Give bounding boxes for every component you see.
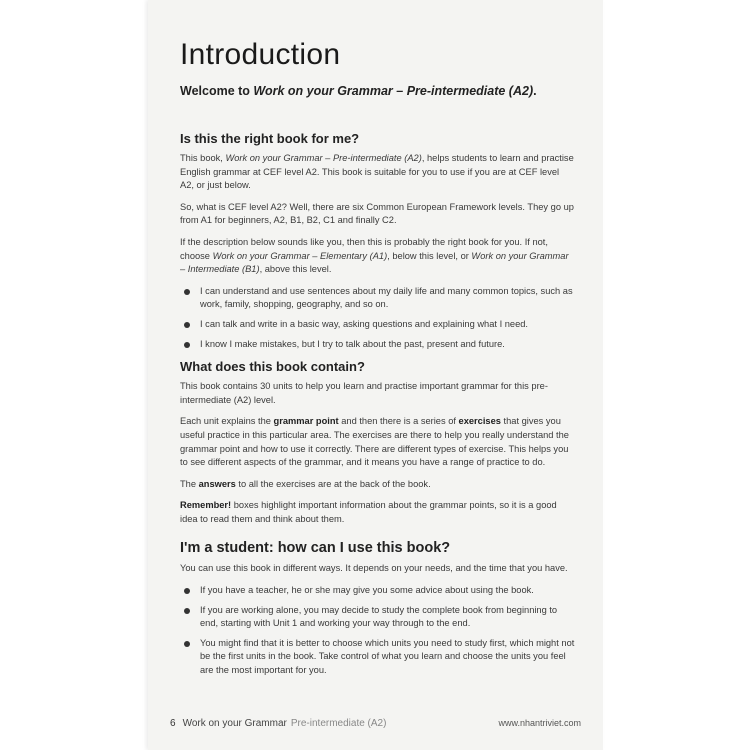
bullet-icon: [184, 588, 190, 594]
bullet-icon: [184, 322, 190, 328]
list-item: I can talk and write in a basic way, asking questions and explaining what I need.: [180, 318, 575, 332]
section1-paragraph-3: If the description below sounds like you, then this is probably the right book for you. If not, choose Work on your Grammar – Elementary (A1), below this level, or Work on your Grammar – Intermediate (B1), above this level.: [180, 236, 569, 275]
page-content: [180, 38, 575, 686]
section2-heading: What does this book contain?: [180, 359, 365, 375]
bullet-icon: [184, 289, 190, 295]
bullet-icon: [184, 342, 190, 348]
welcome-book-title: Work on your Grammar – Pre-intermediate (A2): [253, 84, 534, 98]
section1-paragraph-2: So, what is CEF level A2? Well, there are six Common European Framework levels. They go up from A1 for beginners, A2, B1, B2, C1 and finally C2.: [180, 201, 574, 226]
section1-bullet-list: [180, 285, 575, 351]
welcome-line: [180, 84, 575, 98]
section2-paragraph-1: This book contains 30 units to help you learn and practise important grammar for this pre-intermediate (A2) level.: [180, 381, 548, 405]
welcome-prefix: Welcome to: [180, 84, 254, 98]
section2-paragraph-4: Remember! boxes highlight important information about the grammar points, so it is a good idea to read them and think about them.: [180, 500, 557, 524]
bullet-icon: [184, 608, 190, 614]
section2-paragraph-3: The answers to all the exercises are at the back of the book.: [180, 478, 431, 489]
footer-website: www.nhantriviet.com: [498, 718, 581, 728]
page-footer: [170, 718, 581, 729]
section3-bullet-list: [180, 584, 575, 678]
page-title: Introduction: [180, 38, 341, 71]
book-page: [148, 0, 603, 750]
section1-heading: Is this the right book for me?: [180, 131, 360, 146]
list-item: If you are working alone, you may decide to study the complete book from beginning to end, starting with Unit 1 and working your way through to the end.: [180, 604, 575, 631]
list-item: I can understand and use sentences about my daily life and many common topics, such as work, family, shopping, geography, and so on.: [180, 285, 575, 312]
bullet-icon: [184, 641, 190, 647]
list-item: You might find that it is better to choose which units you need to study first, which might not be the first units in the book. Take control of what you learn and choose the units you feel are the most important for you.: [180, 637, 575, 678]
list-item: If you have a teacher, he or she may give you some advice about using the book.: [180, 584, 575, 598]
page-number: 6: [170, 718, 176, 729]
list-item: I know I make mistakes, but I try to talk about the past, present and future.: [180, 338, 575, 352]
footer-book-level: Pre-intermediate (A2): [290, 718, 387, 729]
section2-paragraph-2: Each unit explains the grammar point and then there is a series of exercises that gives you useful practice in this particular area. The exercises are there to help you really understand the grammar point and how to use it correctly. There are different types of exercise. This helps you to see different aspects of the grammar, and it means you have a range of practice to do.: [180, 416, 569, 468]
welcome-suffix: .: [533, 84, 537, 98]
footer-book-title: Work on your Grammar: [182, 718, 287, 729]
section1-paragraph-1: This book, Work on your Grammar – Pre-intermediate (A2), helps students to learn and practise English grammar at CEF level A2. This book is suitable for you to use if you are at CEF level A2, or just below.: [180, 153, 574, 191]
section3-heading: I'm a student: how can I use this book?: [180, 540, 451, 557]
section3-paragraph-1: You can use this book in different ways. It depends on your needs, and the time that you have.: [180, 563, 568, 574]
